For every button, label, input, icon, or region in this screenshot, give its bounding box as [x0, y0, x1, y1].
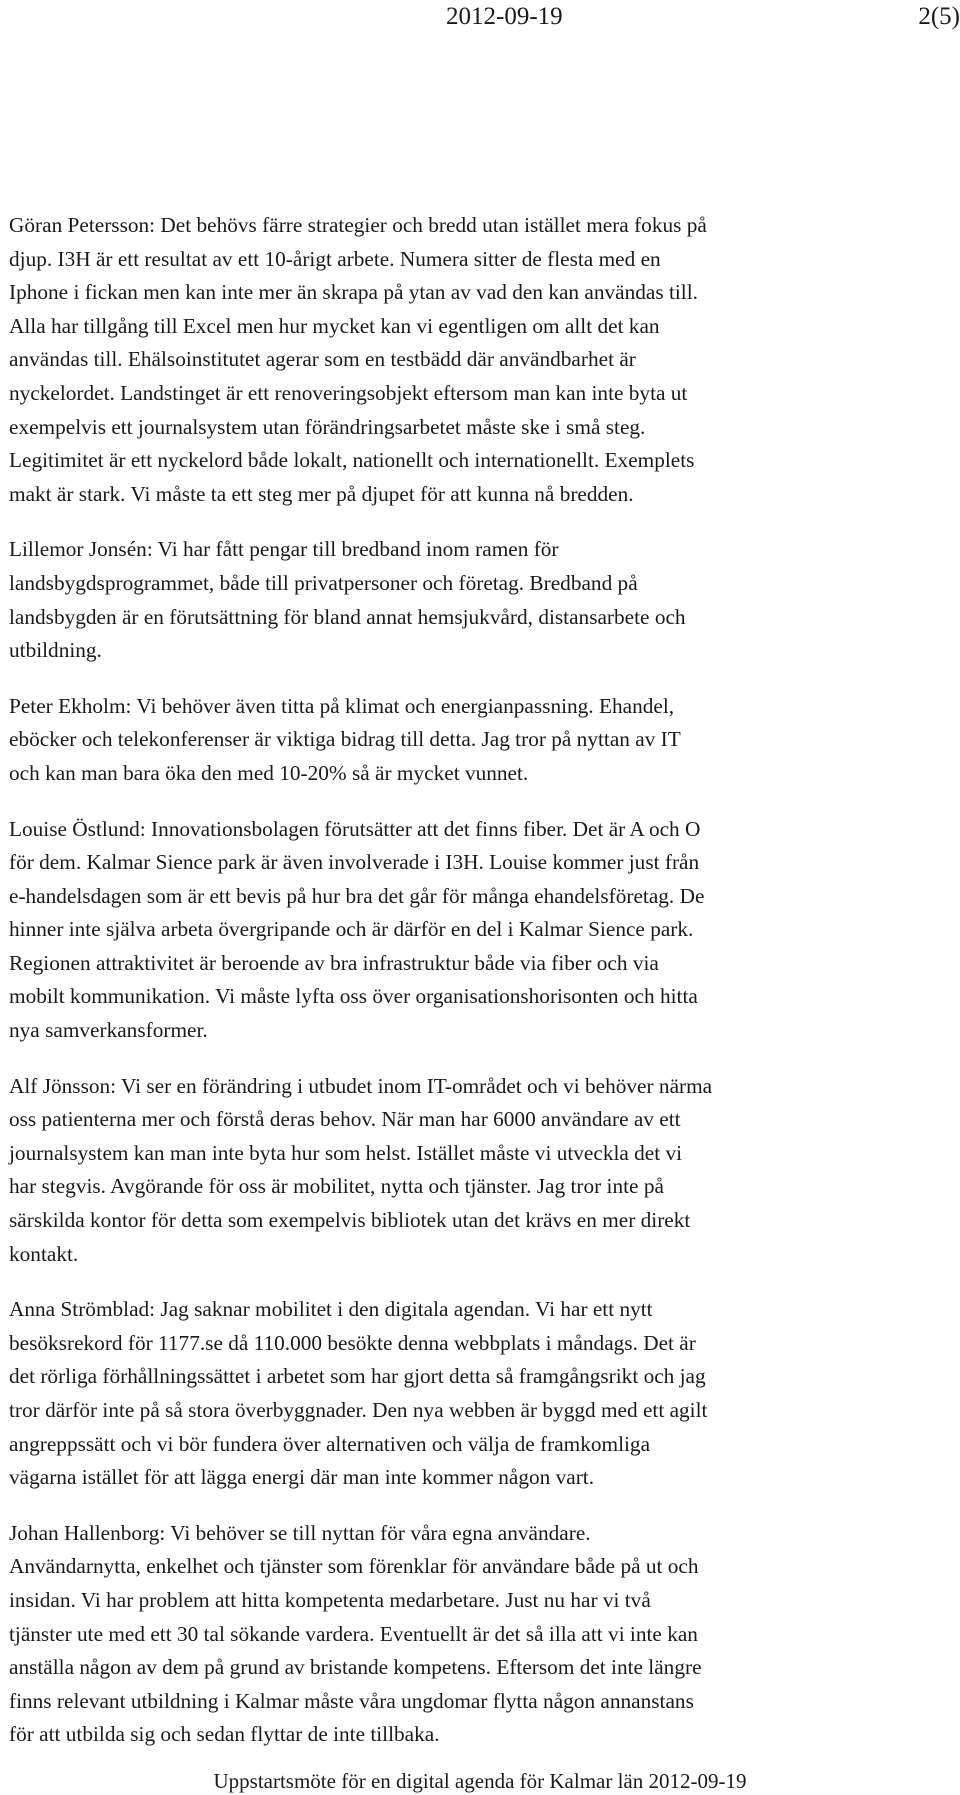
- text-line: Regionen attraktivitet är beroende av bra infrastruktur både via fiber och via: [9, 950, 659, 975]
- text-line: och kan man bara öka den med 10-20% så är mycket vunnet.: [9, 760, 529, 785]
- text-line: särskilda kontor för detta som exempelvis bibliotek utan det krävs en mer direkt: [9, 1208, 691, 1233]
- text-line: anställa någon av dem på grund av bristande kompetens. Eftersom det inte längre: [9, 1655, 702, 1680]
- text-line: har stegvis. Avgörande för oss är mobilitet, nytta och tjänster. Jag tror inte på: [9, 1174, 664, 1199]
- text-line: finns relevant utbildning i Kalmar måste våra ungdomar flytta någon annanstans: [9, 1688, 694, 1713]
- text-line: Lillemor Jonsén: Vi har fått pengar till bredband inom ramen för: [9, 537, 559, 562]
- text-line: Anna Strömblad: Jag saknar mobilitet i den digitala agendan. Vi har ett nytt: [9, 1297, 653, 1322]
- page-header: [0, 0, 960, 40]
- text-line: Iphone i fickan men kan inte mer än skrapa på ytan av vad den kan användas till.: [9, 280, 698, 305]
- text-line: journalsystem kan man inte byta hur som helst. Istället måste vi utveckla det vi: [9, 1140, 683, 1165]
- text-line: för dem. Kalmar Sience park är även involverade i I3H. Louise kommer just från: [9, 850, 700, 875]
- paragraph: [9, 1293, 953, 1495]
- document-body: [9, 209, 953, 1774]
- text-line: Louise Östlund: Innovationsbolagen förutsätter att det finns fiber. Det är A och O: [9, 816, 701, 841]
- header-date: 2012-09-19: [446, 3, 563, 30]
- paragraph: [9, 533, 953, 667]
- text-line: kontakt.: [9, 1241, 79, 1266]
- text-line: för att utbilda sig och sedan flyttar de inte tillbaka.: [9, 1722, 440, 1747]
- text-line: makt är stark. Vi måste ta ett steg mer på djupet för att kunna nå bredden.: [9, 481, 634, 506]
- text-line: nyckelordet. Landstinget är ett renoveringsobjekt eftersom man kan inte byta ut: [9, 380, 688, 405]
- text-line: det rörliga förhållningssättet i arbetet som har gjort detta så framgångsrikt och jag: [9, 1364, 706, 1389]
- text-line: Användarnytta, enkelhet och tjänster som förenklar för användare både på ut och: [9, 1554, 699, 1579]
- text-line: Göran Petersson: Det behövs färre strategier och bredd utan istället mera fokus på: [9, 213, 707, 237]
- paragraph: [9, 1070, 953, 1272]
- text-line: Alf Jönsson: Vi ser en förändring i utbudet inom IT-området och vi behöver närma: [9, 1073, 713, 1098]
- text-line: användas till. Ehälsoinstitutet agerar som en testbädd där användbarhet är: [9, 347, 636, 372]
- text-line: Alla har tillgång till Excel men hur mycket kan vi egentligen om allt det kan: [9, 313, 660, 338]
- page-footer: Uppstartsmöte för en digital agenda för Kalmar län 2012-09-19: [213, 1769, 747, 1793]
- page-number: 2(5): [918, 3, 960, 30]
- text-line: oss patienterna mer och förstå deras behov. När man har 6000 användare av ett: [9, 1107, 681, 1132]
- text-line: Peter Ekholm: Vi behöver även titta på klimat och energianpassning. Ehandel,: [9, 693, 675, 718]
- text-line: djup. I3H är ett resultat av ett 10-årigt arbete. Numera sitter de flesta med en: [9, 246, 661, 271]
- text-line: mobilt kommunikation. Vi måste lyfta oss över organisationshorisonten och hitta: [9, 984, 698, 1009]
- text-line: insidan. Vi har problem att hitta kompetenta medarbetare. Just nu har vi två: [9, 1587, 651, 1612]
- text-line: e-handelsdagen som är ett bevis på hur bra det går för många ehandelsföretag. De: [9, 883, 705, 908]
- text-line: tjänster ute med ett 30 tal sökande vardera. Eventuellt är det så illa att vi inte kan: [9, 1621, 698, 1646]
- text-line: besöksrekord för 1177.se då 110.000 besökte denna webbplats i måndags. Det är: [9, 1330, 696, 1355]
- paragraph: [9, 209, 953, 511]
- text-line: utbildning.: [9, 638, 102, 663]
- text-line: Legitimitet är ett nyckelord både lokalt, nationellt och internationellt. Exemplets: [9, 448, 695, 473]
- text-line: hinner inte själva arbeta övergripande och är därför en del i Kalmar Sience park.: [9, 917, 694, 942]
- text-line: exempelvis ett journalsystem utan förändringsarbetet måste ske i små steg.: [9, 414, 646, 439]
- paragraph: [9, 813, 953, 1048]
- text-line: vägarna istället för att lägga energi där man inte kommer någon vart.: [9, 1465, 595, 1490]
- text-line: landsbygdsprogrammet, både till privatpersoner och företag. Bredband på: [9, 570, 638, 595]
- text-line: angreppssätt och vi bör fundera över alternativen och välja de framkomliga: [9, 1431, 651, 1456]
- text-line: landsbygden är en förutsättning för bland annat hemsjukvård, distansarbete och: [9, 604, 686, 629]
- text-line: nya samverkansformer.: [9, 1018, 208, 1043]
- paragraph: [9, 690, 953, 791]
- text-line: tror därför inte på så stora överbyggnader. Den nya webben är byggd med ett agilt: [9, 1398, 708, 1422]
- text-line: eböcker och telekonferenser är viktiga bidrag till detta. Jag tror på nyttan av IT: [9, 727, 681, 752]
- text-line: Johan Hallenborg: Vi behöver se till nyttan för våra egna användare.: [9, 1520, 591, 1545]
- paragraph: [9, 1517, 953, 1752]
